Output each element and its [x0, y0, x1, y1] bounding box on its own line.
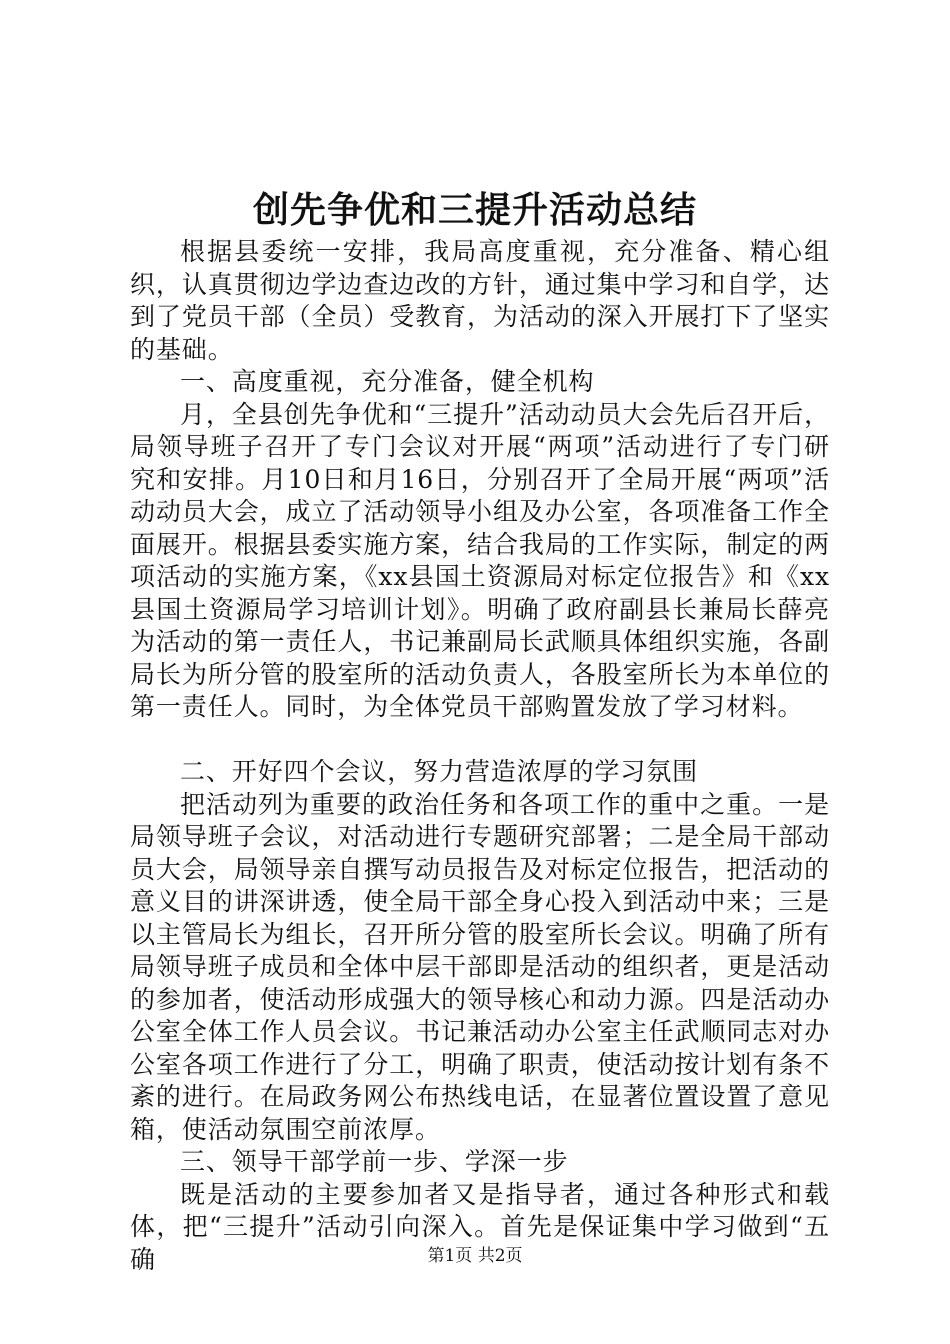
- section-heading-3: 三、领导干部学前一步、学深一步: [180, 1147, 569, 1176]
- paragraph-intro: 根据县委统一安排，我局高度重视，充分准备、精心组织，认真贯彻边学边查边改的方针，通过集中学习和自学，达到了党员干部（全员）受教育，为活动的深入开展打下了坚实的基础。: [130, 237, 830, 364]
- document-title: 创先争优和三提升活动总结: [252, 189, 697, 231]
- paragraph-section-3: 既是活动的主要参加者又是指导者，通过各种形式和载体，把“三提升”活动引向深入。首先是保证集中学习做到“五确: [130, 1179, 830, 1274]
- document-body: [130, 236, 830, 1276]
- paragraph-section-1: 月，全县创先争优和“三提升”活动动员大会先后召开后，局领导班子召开了专门会议对开展“两项”活动进行了专门研究和安排。月10日和月16日，分别召开了全局开展“两项”活动动员大会，成立了活动领导小组及办公室，各项准备工作全面展开。根据县委实施方案，结合我局的工作实际，制定的两项活动的实施方案，《xx县国土资源局对标定位报告》和《xx县国土资源局学习培训计划》。明确了政府副县长兼局长薛亮为活动的第一责任人，书记兼副局长武顺具体组织实施，各副局长为所分管的股室所的活动负责人，各股室所长为本单位的第一责任人。同时，为全体党员干部购置发放了学习材料。: [130, 399, 830, 721]
- paragraph-spacer: [130, 724, 830, 757]
- section-heading-1: 一、高度重视，充分准备，健全机构: [180, 367, 595, 396]
- section-heading-2: 二、开好四个会议，努力营造浓厚的学习氛围: [180, 757, 699, 786]
- paragraph-section-2: 把活动列为重要的政治任务和各项工作的重中之重。一是局领导班子会议，对活动进行专题研究部署；二是全局干部动员大会，局领导亲自撰写动员报告及对标定位报告，把活动的意义目的讲深讲透，使全局干部全身心投入到活动中来；三是以主管局长为组长，召开所分管的股室所长会议。明确了所有局领导班子成员和全体中层干部即是活动的组织者，更是活动的参加者，使活动形成强大的领导核心和动力源。四是活动办公室全体工作人员会议。书记兼活动办公室主任武顺同志对办公室各项工作进行了分工，明确了职责，使活动按计划有条不紊的进行。在局政务网公布热线电话，在显著位置设置了意见箱，使活动氛围空前浓厚。: [130, 789, 830, 1144]
- page-number: 第1页 共2页: [427, 1246, 523, 1266]
